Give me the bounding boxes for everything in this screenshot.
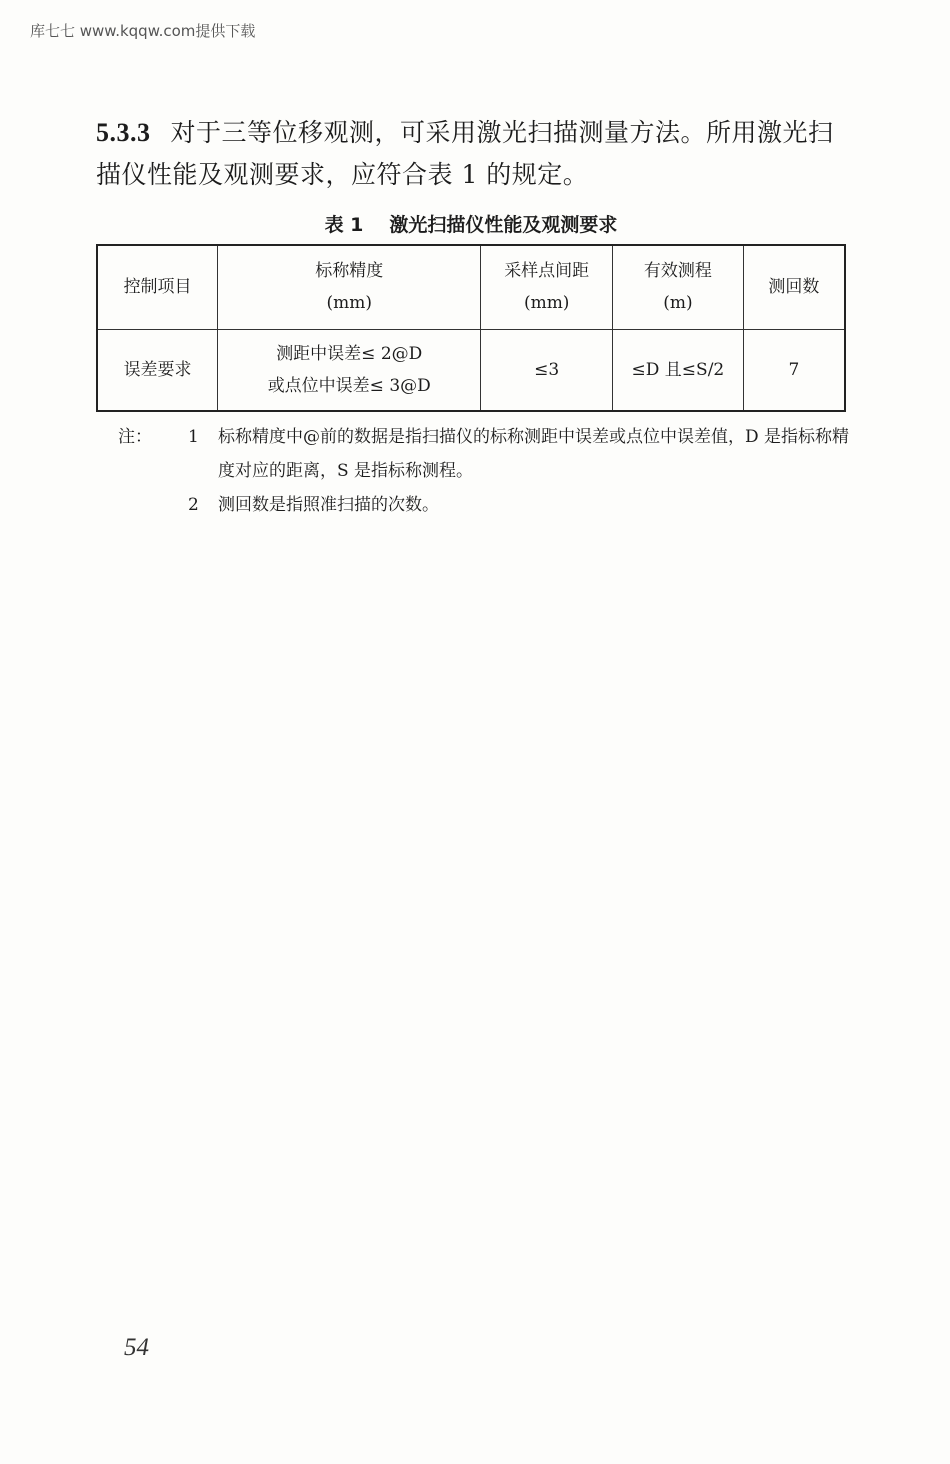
header-range-unit: (m): [663, 293, 693, 314]
note-text: 测回数是指照准扫描的次数。: [218, 495, 439, 515]
row-cell-item: [97, 329, 218, 411]
row-accuracy-line2: 或点位中误差≤ 3@D: [267, 375, 431, 396]
note-number: 2: [188, 495, 199, 515]
note-item: [118, 488, 853, 522]
clause-text: 对于三等位移观测，可采用激光扫描测量方法。所用激光扫描仪性能及观测要求，应符合表 1 的规定。: [96, 118, 834, 189]
header-count-label: 测回数: [768, 277, 820, 298]
spec-table: [96, 244, 846, 412]
header-spacing-unit: (mm): [523, 293, 570, 314]
note-prefix: 注：: [118, 427, 152, 447]
row-count-value: 7: [788, 359, 800, 380]
table-number: 表 1: [324, 214, 364, 236]
header-cell-count: [743, 245, 845, 329]
note-text: 标称精度中@前的数据是指扫描仪的标称测距中误差或点位中误差值，D 是指标称精度对应的距离，S 是指标称测程。: [218, 427, 850, 481]
header-range-label: 有效测程: [643, 261, 712, 282]
row-range-value: ≤D 且≤S/2: [631, 359, 725, 380]
header-cell-item: [97, 245, 218, 329]
header-spacing-label: 采样点间距: [504, 261, 590, 282]
header-cell-accuracy: [218, 245, 481, 329]
clause-number: 5.3.3: [96, 118, 151, 147]
table-title: [96, 210, 846, 237]
row-cell-range: [613, 329, 744, 411]
row-accuracy-line1: 测距中误差≤ 2@D: [276, 343, 423, 364]
row-cell-spacing: [481, 329, 613, 411]
row-cell-accuracy: [218, 329, 481, 411]
header-cell-spacing: [481, 245, 613, 329]
note-item: [118, 420, 853, 488]
note-number: 1: [188, 427, 199, 447]
clause-paragraph: [96, 112, 856, 196]
header-item-label: 控制项目: [123, 277, 192, 298]
note-prefix-spacer: [118, 488, 188, 522]
watermark: 库七七 www.kqqw.com提供下载: [30, 22, 256, 40]
table-header-row: [97, 245, 845, 329]
row-cell-count: [743, 329, 845, 411]
row-spacing-value: ≤3: [534, 359, 560, 380]
header-accuracy-label: 标称精度: [315, 261, 384, 282]
table-notes: [118, 420, 853, 522]
table-title-text: 激光扫描仪性能及观测要求: [389, 214, 618, 236]
page-number: 54: [124, 1334, 149, 1361]
row-item-value: 误差要求: [123, 359, 192, 380]
header-accuracy-unit: (mm): [326, 293, 372, 314]
table-row: [97, 329, 845, 411]
header-cell-range: [613, 245, 744, 329]
